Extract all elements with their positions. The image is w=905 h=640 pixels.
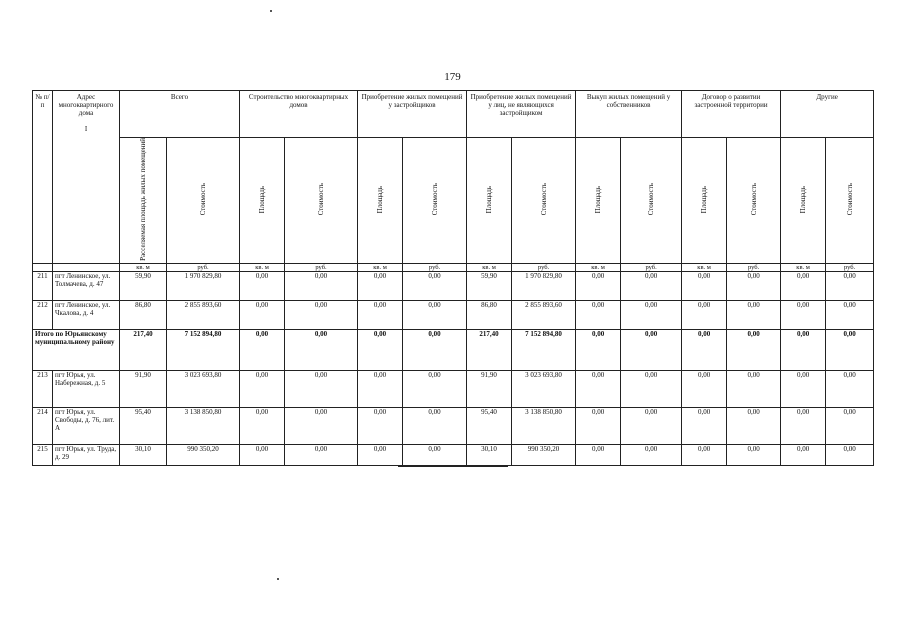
value-cell: 0,00 [358, 444, 403, 465]
scan-speck [270, 10, 272, 12]
value-cell: 0,00 [576, 407, 621, 444]
table-row [33, 407, 874, 444]
value-cell: 0,00 [682, 407, 727, 444]
total-row [33, 329, 874, 370]
value-cell: 0,00 [682, 300, 727, 329]
unit-cell: кв. м [358, 263, 403, 271]
end-rule [398, 466, 508, 467]
unit-cell: руб. [285, 263, 358, 271]
subheader-cell [781, 138, 826, 264]
address-header-mark: I [84, 125, 88, 133]
subheader-cell [621, 138, 682, 264]
row-address: пгт Ленинское, ул. Толмачева, д. 47 [53, 271, 120, 300]
value-cell: 3 138 850,80 [167, 407, 240, 444]
subheader-cell [240, 138, 285, 264]
value-cell: 2 855 893,60 [512, 300, 576, 329]
value-cell: 0,00 [403, 370, 467, 407]
value-cell: 0,00 [682, 271, 727, 300]
value-cell: 91,90 [467, 370, 512, 407]
subheader-label: Площадь [700, 185, 709, 214]
value-cell: 0,00 [682, 370, 727, 407]
value-cell: 0,00 [781, 300, 826, 329]
address-header-label: Адрес многоквартирного дома [58, 93, 114, 117]
total-value-cell: 0,00 [621, 329, 682, 370]
value-cell: 59,90 [467, 271, 512, 300]
value-cell: 0,00 [826, 300, 874, 329]
subheader-cell [285, 138, 358, 264]
value-cell: 86,80 [467, 300, 512, 329]
group-header-non-developers: Приобретение жилых помещений у лиц, не являющихся застройщиком [467, 91, 576, 138]
resettlement-table [32, 90, 874, 466]
unit-cell: руб. [621, 263, 682, 271]
subheader-cell [682, 138, 727, 264]
value-cell: 2 855 893,60 [167, 300, 240, 329]
unit-cell: руб. [403, 263, 467, 271]
group-header-total: Всего [120, 91, 240, 138]
value-cell: 0,00 [826, 370, 874, 407]
value-cell: 0,00 [781, 271, 826, 300]
value-cell: 0,00 [240, 300, 285, 329]
total-value-cell: 0,00 [240, 329, 285, 370]
value-cell: 59,90 [120, 271, 167, 300]
value-cell: 3 023 693,80 [167, 370, 240, 407]
value-cell: 30,10 [120, 444, 167, 465]
value-cell: 0,00 [358, 407, 403, 444]
value-cell: 0,00 [403, 271, 467, 300]
value-cell: 30,10 [467, 444, 512, 465]
value-cell: 0,00 [826, 407, 874, 444]
value-cell: 95,40 [467, 407, 512, 444]
unit-cell: кв. м [240, 263, 285, 271]
col-address-header [53, 91, 120, 264]
value-cell: 91,90 [120, 370, 167, 407]
total-value-cell: 0,00 [403, 329, 467, 370]
value-cell: 0,00 [285, 407, 358, 444]
unit-cell: руб. [512, 263, 576, 271]
value-cell: 0,00 [727, 271, 781, 300]
value-cell: 0,00 [403, 407, 467, 444]
row-address: пгт Юрья, ул. Набережная, д. 5 [53, 370, 120, 407]
subheader-cell [727, 138, 781, 264]
value-cell: 0,00 [358, 370, 403, 407]
value-cell: 0,00 [826, 271, 874, 300]
row-address: пгт Юрья, ул. Труда, д. 29 [53, 444, 120, 465]
total-value-cell: 0,00 [576, 329, 621, 370]
units-blank [33, 263, 53, 271]
value-cell: 0,00 [576, 444, 621, 465]
subheader-label: Расселяемая площадь жилых помещений [139, 138, 147, 261]
subheader-label: Стоимость [845, 183, 854, 216]
row-address: пгт Юрья, ул. Свободы, д. 76, лит. А [53, 407, 120, 444]
value-cell: 3 023 693,80 [512, 370, 576, 407]
total-value-cell: 0,00 [682, 329, 727, 370]
value-cell: 0,00 [727, 370, 781, 407]
group-header-developers: Приобретение жилых помещений у застройщиков [358, 91, 467, 138]
subheader-cell [576, 138, 621, 264]
value-cell: 0,00 [727, 444, 781, 465]
value-cell: 0,00 [727, 300, 781, 329]
subheader-cell [467, 138, 512, 264]
subheader-label: Стоимость [749, 183, 758, 216]
value-cell: 0,00 [621, 407, 682, 444]
value-cell: 0,00 [285, 444, 358, 465]
value-cell: 86,80 [120, 300, 167, 329]
unit-cell: кв. м [576, 263, 621, 271]
unit-cell: руб. [167, 263, 240, 271]
subheader-label: Площадь [594, 185, 603, 214]
row-number: 212 [33, 300, 53, 329]
value-cell: 0,00 [826, 444, 874, 465]
total-value-cell: 217,40 [467, 329, 512, 370]
total-value-cell: 0,00 [727, 329, 781, 370]
value-cell: 1 970 829,80 [512, 271, 576, 300]
value-cell: 1 970 829,80 [167, 271, 240, 300]
row-address: пгт Ленинское, ул. Чкалова, д. 4 [53, 300, 120, 329]
value-cell: 0,00 [358, 300, 403, 329]
value-cell: 0,00 [621, 300, 682, 329]
value-cell: 0,00 [727, 407, 781, 444]
value-cell: 0,00 [781, 407, 826, 444]
subheader-cell [167, 138, 240, 264]
total-value-cell: 217,40 [120, 329, 167, 370]
subheader-label: Стоимость [317, 183, 326, 216]
unit-cell: кв. м [467, 263, 512, 271]
subheader-label: Стоимость [647, 183, 656, 216]
units-blank [53, 263, 120, 271]
subheader-cell [358, 138, 403, 264]
row-number: 211 [33, 271, 53, 300]
value-cell: 0,00 [621, 370, 682, 407]
value-cell: 0,00 [240, 444, 285, 465]
subheader-cell [512, 138, 576, 264]
total-value-cell: 7 152 894,80 [512, 329, 576, 370]
subheader-cell [120, 138, 167, 264]
subheader-label: Стоимость [430, 183, 439, 216]
table-row [33, 370, 874, 407]
value-cell: 0,00 [358, 271, 403, 300]
unit-cell: руб. [826, 263, 874, 271]
unit-cell: кв. м [682, 263, 727, 271]
value-cell: 990 350,20 [512, 444, 576, 465]
value-cell: 0,00 [621, 444, 682, 465]
value-cell: 0,00 [781, 370, 826, 407]
group-header-construction: Строительство многоквартирных домов [240, 91, 358, 138]
subheader-label: Стоимость [199, 183, 207, 216]
value-cell: 0,00 [240, 370, 285, 407]
value-cell: 0,00 [621, 271, 682, 300]
value-cell: 0,00 [682, 444, 727, 465]
subheader-label: Площадь [376, 185, 385, 214]
value-cell: 0,00 [285, 300, 358, 329]
value-cell: 0,00 [285, 271, 358, 300]
group-header-buyout: Выкуп жилых помещений у собственников [576, 91, 682, 138]
value-cell: 0,00 [781, 444, 826, 465]
unit-cell: руб. [727, 263, 781, 271]
group-header-other: Другие [781, 91, 874, 138]
total-value-cell: 0,00 [826, 329, 874, 370]
value-cell: 0,00 [240, 407, 285, 444]
total-value-cell: 0,00 [285, 329, 358, 370]
value-cell: 0,00 [403, 444, 467, 465]
value-cell: 0,00 [403, 300, 467, 329]
value-cell: 0,00 [576, 271, 621, 300]
value-cell: 95,40 [120, 407, 167, 444]
unit-cell: кв. м [120, 263, 167, 271]
value-cell: 3 138 850,80 [512, 407, 576, 444]
table-row [33, 271, 874, 300]
row-number: 215 [33, 444, 53, 465]
table-row [33, 300, 874, 329]
row-number: 214 [33, 407, 53, 444]
subheader-cell [826, 138, 874, 264]
scan-speck [277, 578, 279, 580]
value-cell: 0,00 [285, 370, 358, 407]
group-header-territory: Договор о развитии застроенной территории [682, 91, 781, 138]
value-cell: 0,00 [240, 271, 285, 300]
value-cell: 990 350,20 [167, 444, 240, 465]
table-row [33, 444, 874, 465]
value-cell: 0,00 [576, 300, 621, 329]
subheader-label: Площадь [799, 185, 808, 214]
row-number: 213 [33, 370, 53, 407]
total-value-cell: 0,00 [781, 329, 826, 370]
unit-cell: кв. м [781, 263, 826, 271]
subheader-label: Стоимость [539, 183, 548, 216]
subheader-label: Площадь [485, 185, 494, 214]
col-num-header: № п/п [33, 91, 53, 264]
total-label: Итого по Юрьянскому муниципальному району [33, 329, 120, 370]
value-cell: 0,00 [576, 370, 621, 407]
subheader-cell [403, 138, 467, 264]
subheader-label: Площадь [258, 185, 267, 214]
total-value-cell: 0,00 [358, 329, 403, 370]
page-number: 179 [444, 71, 461, 83]
total-value-cell: 7 152 894,80 [167, 329, 240, 370]
